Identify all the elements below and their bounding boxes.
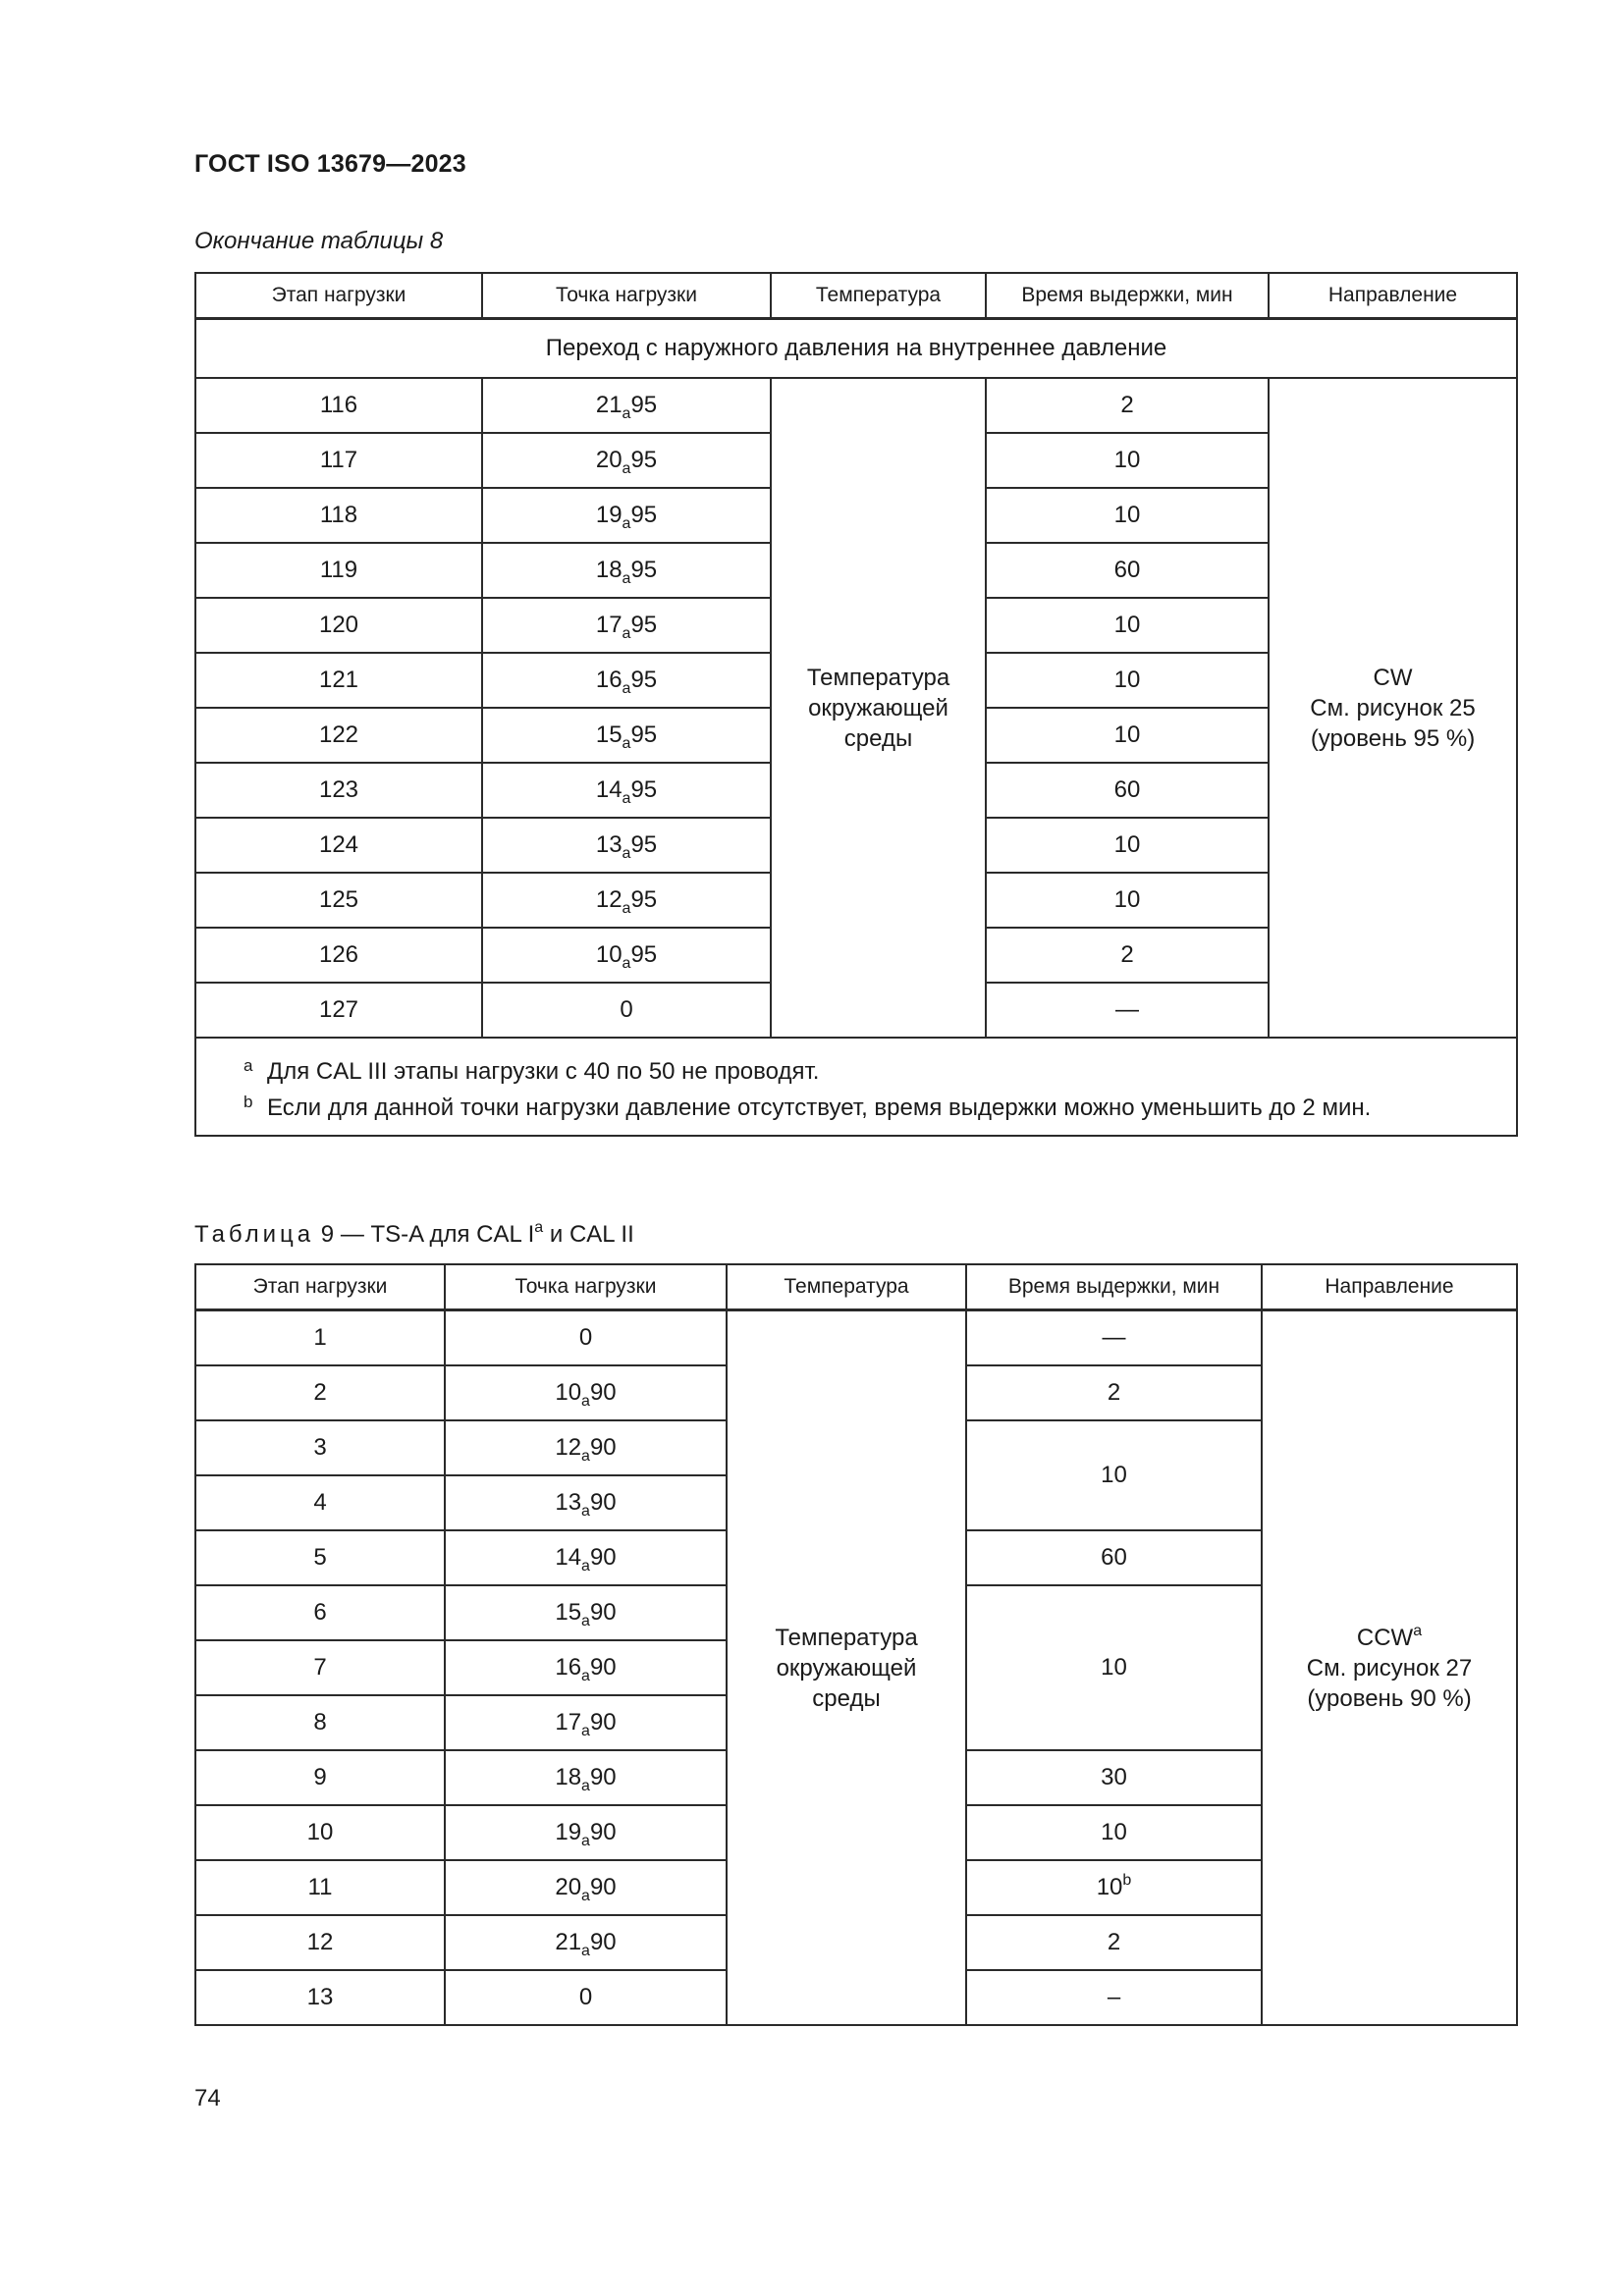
table8-col-direction: Направление xyxy=(1269,273,1517,319)
temperature-line: Температура xyxy=(775,1624,918,1651)
direction-line: (уровень 90 %) xyxy=(1307,1684,1472,1712)
point-value: 0 xyxy=(578,1324,593,1351)
hold-cell: 10 xyxy=(986,598,1269,653)
point-suffix: 95 xyxy=(630,721,658,748)
point-subscript: a xyxy=(622,845,631,862)
point-suffix: 95 xyxy=(630,447,658,473)
direction-cell xyxy=(1269,378,1517,1038)
point-subscript: a xyxy=(622,790,631,807)
point-value: 20 xyxy=(555,1874,582,1900)
point-cell xyxy=(445,1420,727,1475)
point-subscript: a xyxy=(581,1448,590,1465)
stage-cell: 6 xyxy=(195,1585,445,1640)
point-value: 19 xyxy=(555,1819,582,1845)
table9-col-direction: Направление xyxy=(1262,1264,1517,1310)
stage-cell: 118 xyxy=(195,488,482,543)
point-subscript: a xyxy=(581,1393,590,1410)
point-subscript: a xyxy=(581,1668,590,1684)
direction-cell xyxy=(1262,1310,1517,2026)
hold-cell: 30 xyxy=(966,1750,1262,1805)
temperature-line: среды xyxy=(843,724,913,752)
hold-cell: — xyxy=(986,983,1269,1038)
point-cell xyxy=(445,1915,727,1970)
hold-cell: 60 xyxy=(986,543,1269,598)
point-cell xyxy=(482,928,771,983)
footnote-mark: b xyxy=(244,1093,253,1111)
hold-cell: 2 xyxy=(966,1365,1262,1420)
point-subscript: a xyxy=(622,900,631,917)
stage-cell: 11 xyxy=(195,1860,445,1915)
point-value: 14 xyxy=(595,776,623,803)
hold-cell: 60 xyxy=(986,763,1269,818)
stage-cell: 121 xyxy=(195,653,482,708)
footnote-text: Если для данной точки нагрузки давление отсутствует, время выдержки можно уменьшить до 2 мин. xyxy=(267,1095,1372,1121)
hold-cell: 2 xyxy=(986,928,1269,983)
stage-cell: 2 xyxy=(195,1365,445,1420)
hold-cell: – xyxy=(966,1970,1262,2025)
table9-col-stage: Этап нагрузки xyxy=(195,1264,445,1310)
direction-line: См. рисунок 27 xyxy=(1306,1654,1473,1682)
point-cell xyxy=(445,1805,727,1860)
point-value: 21 xyxy=(555,1929,582,1955)
point-suffix: 95 xyxy=(630,667,658,693)
table8-body xyxy=(195,378,1517,1038)
stage-cell: 10 xyxy=(195,1805,445,1860)
footnote-a xyxy=(244,1050,1516,1087)
point-subscript: a xyxy=(622,570,631,587)
footnote-b xyxy=(244,1087,1516,1123)
temperature-line: окружающей xyxy=(808,694,948,721)
stage-cell: 117 xyxy=(195,433,482,488)
point-suffix: 95 xyxy=(630,941,658,968)
table9-col-temperature: Температура xyxy=(727,1264,966,1310)
caption-text: — TS-A для CAL I xyxy=(340,1221,535,1248)
point-subscript: a xyxy=(581,1503,590,1520)
stage-cell: 5 xyxy=(195,1530,445,1585)
stage-cell: 4 xyxy=(195,1475,445,1530)
point-cell xyxy=(482,543,771,598)
table9-header-row xyxy=(195,1264,1517,1310)
point-subscript: a xyxy=(581,1943,590,1959)
point-cell xyxy=(445,1640,727,1695)
point-suffix: 90 xyxy=(589,1489,617,1516)
point-suffix: 95 xyxy=(630,831,658,858)
stage-cell: 13 xyxy=(195,1970,445,2025)
table9-col-hold-time: Время выдержки, мин xyxy=(966,1264,1262,1310)
table9-body xyxy=(195,1310,1517,2026)
point-value: 10 xyxy=(595,941,623,968)
point-cell xyxy=(482,598,771,653)
point-suffix: 95 xyxy=(630,392,658,418)
hold-cell: — xyxy=(966,1310,1262,1366)
direction-line: (уровень 95 %) xyxy=(1310,724,1476,752)
point-value: 12 xyxy=(595,886,623,913)
stage-cell: 1 xyxy=(195,1310,445,1366)
point-cell xyxy=(482,983,771,1038)
stage-cell: 12 xyxy=(195,1915,445,1970)
point-value: 19 xyxy=(595,502,623,528)
point-value: 15 xyxy=(555,1599,582,1626)
temperature-line: Температура xyxy=(806,664,950,691)
point-value: 17 xyxy=(595,612,623,638)
point-suffix: 90 xyxy=(589,1819,617,1845)
table-8 xyxy=(194,272,1518,1137)
stage-cell: 123 xyxy=(195,763,482,818)
stage-cell: 125 xyxy=(195,873,482,928)
point-subscript: a xyxy=(581,1778,590,1794)
point-suffix: 90 xyxy=(589,1654,617,1681)
point-subscript: a xyxy=(581,1558,590,1575)
point-value: 0 xyxy=(578,1984,593,2010)
table8-notes-row xyxy=(195,1038,1517,1136)
point-suffix: 95 xyxy=(630,557,658,583)
hold-cell: 10 xyxy=(986,653,1269,708)
stage-cell: 116 xyxy=(195,378,482,433)
point-value: 15 xyxy=(595,721,623,748)
temperature-cell xyxy=(771,378,986,1038)
point-cell xyxy=(445,1475,727,1530)
point-value: 18 xyxy=(555,1764,582,1790)
point-cell xyxy=(482,763,771,818)
point-value: 21 xyxy=(595,392,623,418)
point-value: 20 xyxy=(595,447,623,473)
point-subscript: a xyxy=(581,1833,590,1849)
temperature-line: среды xyxy=(812,1684,881,1712)
point-subscript: a xyxy=(622,515,631,532)
point-suffix: 90 xyxy=(589,1544,617,1571)
hold-cell: 2 xyxy=(986,378,1269,433)
point-suffix: 95 xyxy=(630,502,658,528)
hold-cell: 2 xyxy=(966,1915,1262,1970)
point-value: 12 xyxy=(555,1434,582,1461)
table8-header-row xyxy=(195,273,1517,319)
point-cell xyxy=(445,1365,727,1420)
point-cell xyxy=(482,818,771,873)
stage-cell: 8 xyxy=(195,1695,445,1750)
point-cell xyxy=(445,1585,727,1640)
stage-cell: 119 xyxy=(195,543,482,598)
point-cell xyxy=(445,1860,727,1915)
hold-cell: 10 xyxy=(986,818,1269,873)
point-suffix: 90 xyxy=(589,1379,617,1406)
point-value: 0 xyxy=(620,996,633,1023)
point-cell xyxy=(445,1970,727,2025)
hold-cell: 10 xyxy=(986,433,1269,488)
point-subscript: a xyxy=(622,955,631,972)
direction-footnote-mark: a xyxy=(1413,1622,1423,1639)
point-subscript: a xyxy=(622,735,631,752)
stage-cell: 126 xyxy=(195,928,482,983)
temperature-cell xyxy=(727,1310,966,2026)
point-suffix: 90 xyxy=(589,1434,617,1461)
point-suffix: 95 xyxy=(630,612,658,638)
hold-cell: 10 xyxy=(986,488,1269,543)
point-subscript: a xyxy=(581,1613,590,1629)
stage-cell: 9 xyxy=(195,1750,445,1805)
direction-line: См. рисунок 25 xyxy=(1310,694,1476,721)
point-cell xyxy=(445,1530,727,1585)
direction-code: CCW xyxy=(1356,1624,1414,1651)
point-subscript: a xyxy=(622,460,631,477)
document-header: ГОСТ ISO 13679—2023 xyxy=(194,150,466,178)
table8-col-point: Точка нагрузки xyxy=(482,273,771,319)
table8-continuation-label: Окончание таблицы 8 xyxy=(194,228,444,254)
table-row xyxy=(195,1310,1517,1366)
caption-word: Таблица xyxy=(194,1221,315,1248)
point-suffix: 90 xyxy=(589,1929,617,1955)
hold-cell: 10 xyxy=(966,1585,1262,1750)
table8-section-title: Переход с наружного давления на внутреннее давление xyxy=(195,319,1517,379)
point-suffix: 95 xyxy=(630,776,658,803)
table8-col-hold-time: Время выдержки, мин xyxy=(986,273,1269,319)
stage-cell: 7 xyxy=(195,1640,445,1695)
stage-cell: 122 xyxy=(195,708,482,763)
table8-notes xyxy=(195,1038,1517,1136)
footnote-text: Для CAL III этапы нагрузки с 40 по 50 не проводят. xyxy=(267,1058,820,1085)
point-cell xyxy=(482,653,771,708)
point-suffix: 90 xyxy=(589,1599,617,1626)
point-suffix: 90 xyxy=(589,1709,617,1735)
point-subscript: a xyxy=(622,405,631,422)
point-subscript: a xyxy=(581,1888,590,1904)
caption-number: 9 xyxy=(320,1221,335,1248)
point-cell xyxy=(482,433,771,488)
table8-col-stage: Этап нагрузки xyxy=(195,273,482,319)
hold-cell: 60 xyxy=(966,1530,1262,1585)
stage-cell: 3 xyxy=(195,1420,445,1475)
point-cell xyxy=(445,1310,727,1366)
stage-cell: 120 xyxy=(195,598,482,653)
point-subscript: a xyxy=(622,625,631,642)
point-suffix: 90 xyxy=(589,1874,617,1900)
caption-tail: и CAL II xyxy=(543,1221,634,1248)
point-value: 10 xyxy=(555,1379,582,1406)
point-cell xyxy=(482,873,771,928)
table9-caption xyxy=(194,1221,634,1249)
point-value: 13 xyxy=(595,831,623,858)
hold-cell: 10 xyxy=(966,1420,1262,1530)
point-suffix: 90 xyxy=(589,1764,617,1790)
caption-footnote-mark: a xyxy=(534,1219,544,1236)
point-subscript: a xyxy=(581,1723,590,1739)
temperature-line: окружающей xyxy=(776,1654,917,1682)
table8-section-row xyxy=(195,319,1517,379)
direction-line: CW xyxy=(1373,664,1413,691)
point-value: 18 xyxy=(595,557,623,583)
point-cell xyxy=(482,488,771,543)
table-9 xyxy=(194,1263,1518,2026)
hold-footnote-mark: b xyxy=(1122,1872,1132,1889)
table-row xyxy=(195,378,1517,433)
point-value: 16 xyxy=(595,667,623,693)
hold-cell xyxy=(966,1860,1262,1915)
hold-value: 10 xyxy=(1096,1874,1123,1900)
table8-col-temperature: Температура xyxy=(771,273,986,319)
hold-cell: 10 xyxy=(986,708,1269,763)
point-value: 13 xyxy=(555,1489,582,1516)
hold-cell: 10 xyxy=(966,1805,1262,1860)
point-subscript: a xyxy=(622,680,631,697)
point-cell xyxy=(482,708,771,763)
point-value: 16 xyxy=(555,1654,582,1681)
point-value: 14 xyxy=(555,1544,582,1571)
hold-cell: 10 xyxy=(986,873,1269,928)
point-suffix: 95 xyxy=(630,886,658,913)
stage-cell: 124 xyxy=(195,818,482,873)
page-number: 74 xyxy=(194,2085,221,2111)
point-cell xyxy=(482,378,771,433)
point-cell xyxy=(445,1750,727,1805)
stage-cell: 127 xyxy=(195,983,482,1038)
table9-col-point: Точка нагрузки xyxy=(445,1264,727,1310)
point-cell xyxy=(445,1695,727,1750)
point-value: 17 xyxy=(555,1709,582,1735)
footnote-mark: a xyxy=(244,1056,253,1075)
